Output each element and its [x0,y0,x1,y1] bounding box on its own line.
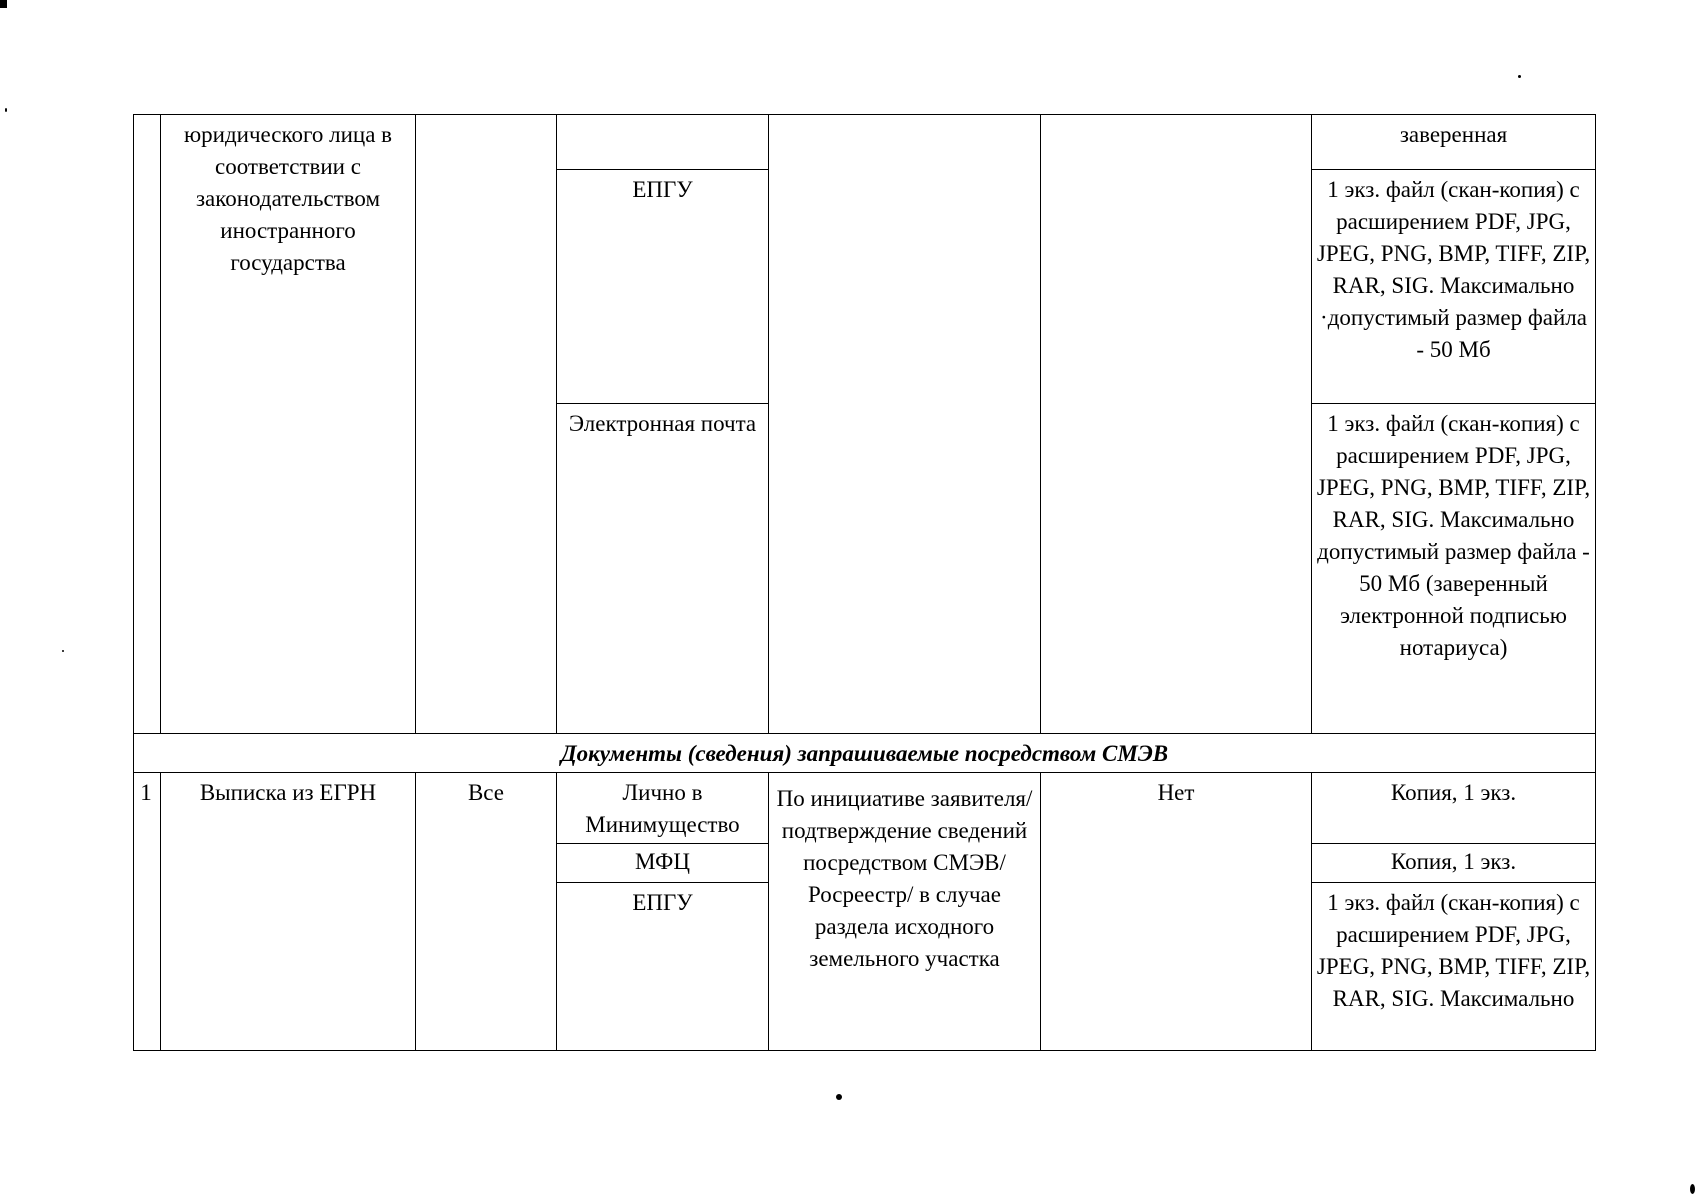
channel-cell: Лично в Минимущество [557,773,769,844]
required-cell [1041,115,1312,734]
form-cell: Копия, 1 экз. [1312,844,1596,883]
condition-cell [769,115,1041,734]
scan-speck [1690,1184,1695,1194]
required-cell: Нет [1041,773,1312,1051]
form-cell: 1 экз. файл (скан-копия) с расширением PDF, JPG, JPEG, PNG, BMP, TIFF, ZIP, RAR, SIG. Максимально ·допустимый размер файла - 50 Мб [1312,170,1596,404]
scan-speck [5,108,7,112]
section-row [134,734,1596,773]
channel-cell: ЕПГУ [557,170,769,404]
section-title: Документы (сведения) запрашиваемые посредством СМЭВ [134,734,1596,773]
doc-name-cell: Выписка из ЕГРН [161,773,416,1051]
scan-speck [1518,75,1521,78]
channel-cell: Электронная почта [557,404,769,734]
category-cell [416,115,557,734]
doc-name-cell: юридического лица в соответствии с законодательством иностранного государства [161,115,416,734]
channel-cell [557,115,769,170]
channel-cell: ЕПГУ [557,883,769,1051]
scan-speck [62,650,64,652]
documents-table [133,114,1596,1051]
form-cell: 1 экз. файл (скан-копия) с расширением PDF, JPG, JPEG, PNG, BMP, TIFF, ZIP, RAR, SIG. Максимально допустимый размер файла - 50 Мб (заверенный электронной подписью нотариуса) [1312,404,1596,734]
form-cell: Копия, 1 экз. [1312,773,1596,844]
scan-mark [0,0,7,8]
category-cell: Все [416,773,557,1051]
number-cell: 1 [134,773,161,1051]
number-cell [134,115,161,734]
table-row [134,115,1596,170]
form-cell: 1 экз. файл (скан-копия) с расширением PDF, JPG, JPEG, PNG, BMP, TIFF, ZIP, RAR, SIG. Максимально [1312,883,1596,1051]
scan-speck [836,1094,842,1100]
condition-cell: По инициативе заявителя/ подтверждение сведений посредством СМЭВ/ Росреестр/ в случае раздела исходного земельного участка [769,773,1041,1051]
channel-cell: МФЦ [557,844,769,883]
table-row [134,773,1596,844]
form-cell: заверенная [1312,115,1596,170]
